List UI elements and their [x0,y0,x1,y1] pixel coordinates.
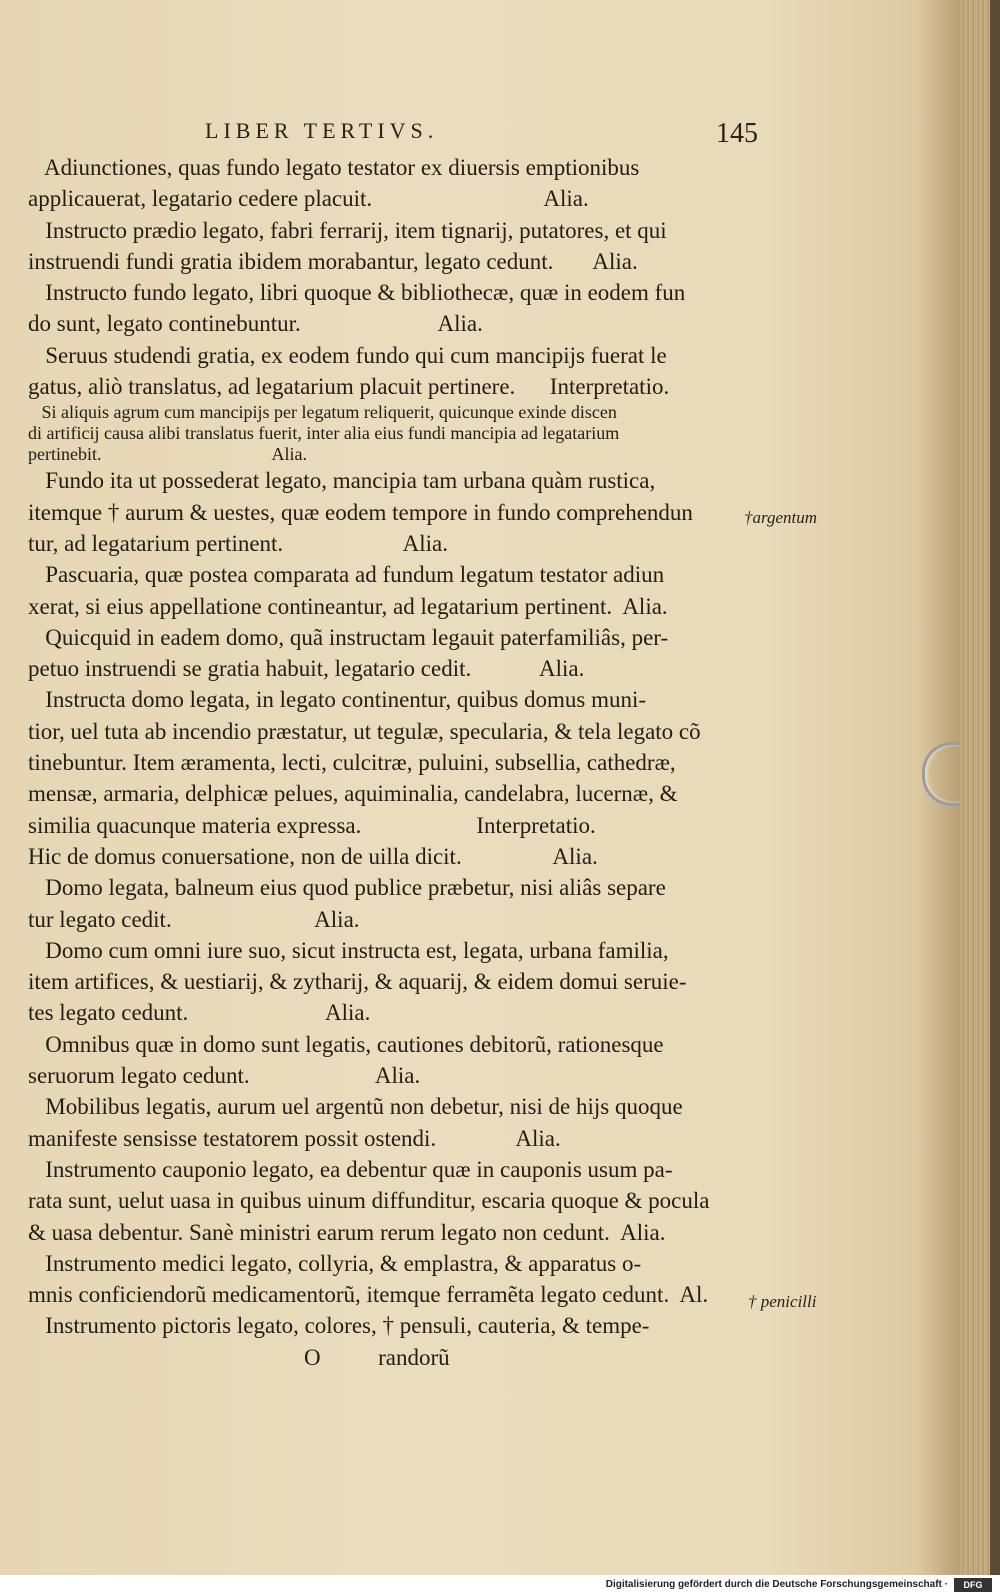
text-line: item artifices, & uestiarij, & zytharij, & aquarij, & eidem domui seruie- [28,969,687,995]
text-line: seruorum legato cedunt. Alia. [28,1063,421,1089]
text-line: rata sunt, uelut uasa in quibus uinum diffunditur, escaria quoque & pocula [28,1188,710,1214]
footer-credit: Digitalisierung gefördert durch die Deutsche Forschungsgemeinschaft · [605,1579,948,1590]
running-head: LIBER TERTIVS. [205,118,439,143]
text-line: Domo legata, balneum eius quod publice præbetur, nisi aliâs separe [28,875,666,901]
book-edge-dark [990,0,1000,1575]
page-number: 145 [716,118,758,149]
text-line: tur, ad legatarium pertinent. Alia. [28,530,449,556]
text-line: Si aliquis agrum cum mancipijs per legatum reliquerit, quicunque exinde discen [28,402,617,423]
text-line: Instructo fundo legato, libri quoque & bibliothecæ, quæ in eodem fun [28,280,686,306]
text-line: xerat, si eius appellatione contineantur, ad legatarium pertinent. Alia. [28,593,668,619]
body-text [28,152,748,1373]
text-line: petuo instruendi se gratia habuit, legatario cedit. Alia. [28,656,585,682]
footer-bar [0,1575,1000,1596]
text-line: di artificij causa alibi translatus fuerit, inter alia eius fundi mancipia ad legatarium [28,423,620,444]
text-line: itemque † aurum & uestes, quæ eodem tempore in fundo comprehendun [28,499,693,525]
text-line: Seruus studendi gratia, ex eodem fundo qui cum mancipijs fuerat le [28,342,667,368]
text-line: instruendi fundi gratia ibidem morabantur, legato cedunt. Alia. [28,248,638,274]
text-line: & uasa debentur. Sanè ministri earum rerum legato non cedunt. Alia. [28,1219,666,1245]
text-line: tes legato cedunt. Alia. [28,1000,371,1026]
text-line: Fundo ita ut possederat legato, mancipia tam urbana quàm rustica, [28,468,656,494]
text-line: tior, uel tuta ab incendio præstatur, ut tegulæ, specularia, & tela legato cõ [28,718,701,744]
margin-note-argentum: †argentum [744,508,818,527]
text-line: Adiunctiones, quas fundo legato testator ex diuersis emptionibus [28,155,640,180]
text-line: do sunt, legato continebuntur. Alia. [28,311,483,337]
text-line: mnis conficiendorũ medicamentorũ, itemque ferramẽta legato cedunt. Al. [28,1282,709,1308]
text-line: Domo cum omni iure suo, sicut instructa est, legata, urbana familia, [28,937,669,963]
text-line: Instrumento medici legato, collyria, & emplastra, & apparatus o- [28,1250,642,1276]
text-line: O randorũ [28,1344,450,1370]
text-line: gatus, aliò translatus, ad legatarium placuit pertinere. Interpretatio. [28,374,670,400]
dfg-logo: DFG [954,1578,992,1592]
text-line: pertinebit. Alia. [28,444,307,465]
text-line: tinebuntur. Item æramenta, lecti, culcitræ, puluini, subsellia, cathedræ, [28,750,676,776]
text-line: Omnibus quæ in domo sunt legatis, cautiones debitorũ, rationesque [28,1031,664,1057]
text-line: tur legato cedit. Alia. [28,906,360,932]
margin-note-penicilli: † penicilli [748,1292,817,1311]
text-line: applicauerat, legatario cedere placuit. Alia. [28,186,589,212]
text-line: Instructo prædio legato, fabri ferrarij, item tignarij, putatores, et qui [28,217,667,243]
text-line: mensæ, armaria, delphicæ pelues, aquiminalia, candelabra, lucernæ, & [28,781,678,807]
text-line: Hic de domus conuersatione, non de uilla dicit. Alia. [28,843,598,869]
text-line: Quicquid in eadem domo, quã instructam legauit paterfamiliâs, per- [28,624,669,650]
text-line: Mobilibus legatis, aurum uel argentũ non debetur, nisi de hijs quoque [28,1094,683,1120]
text-line: Instrumento cauponio legato, ea debentur quæ in cauponis usum pa- [28,1156,673,1182]
text-line: Instrumento pictoris legato, colores, † pensuli, cauteria, & tempe- [28,1313,650,1339]
text-line: Pascuaria, quæ postea comparata ad fundum legatum testator adiun [28,562,665,588]
text-line: manifeste sensisse testatorem possit ostendi. Alia. [28,1125,561,1151]
text-line: Instructa domo legata, in legato continentur, quibus domus muni- [28,687,647,713]
text-line: similia quacunque materia expressa. Interpretatio. [28,812,596,838]
